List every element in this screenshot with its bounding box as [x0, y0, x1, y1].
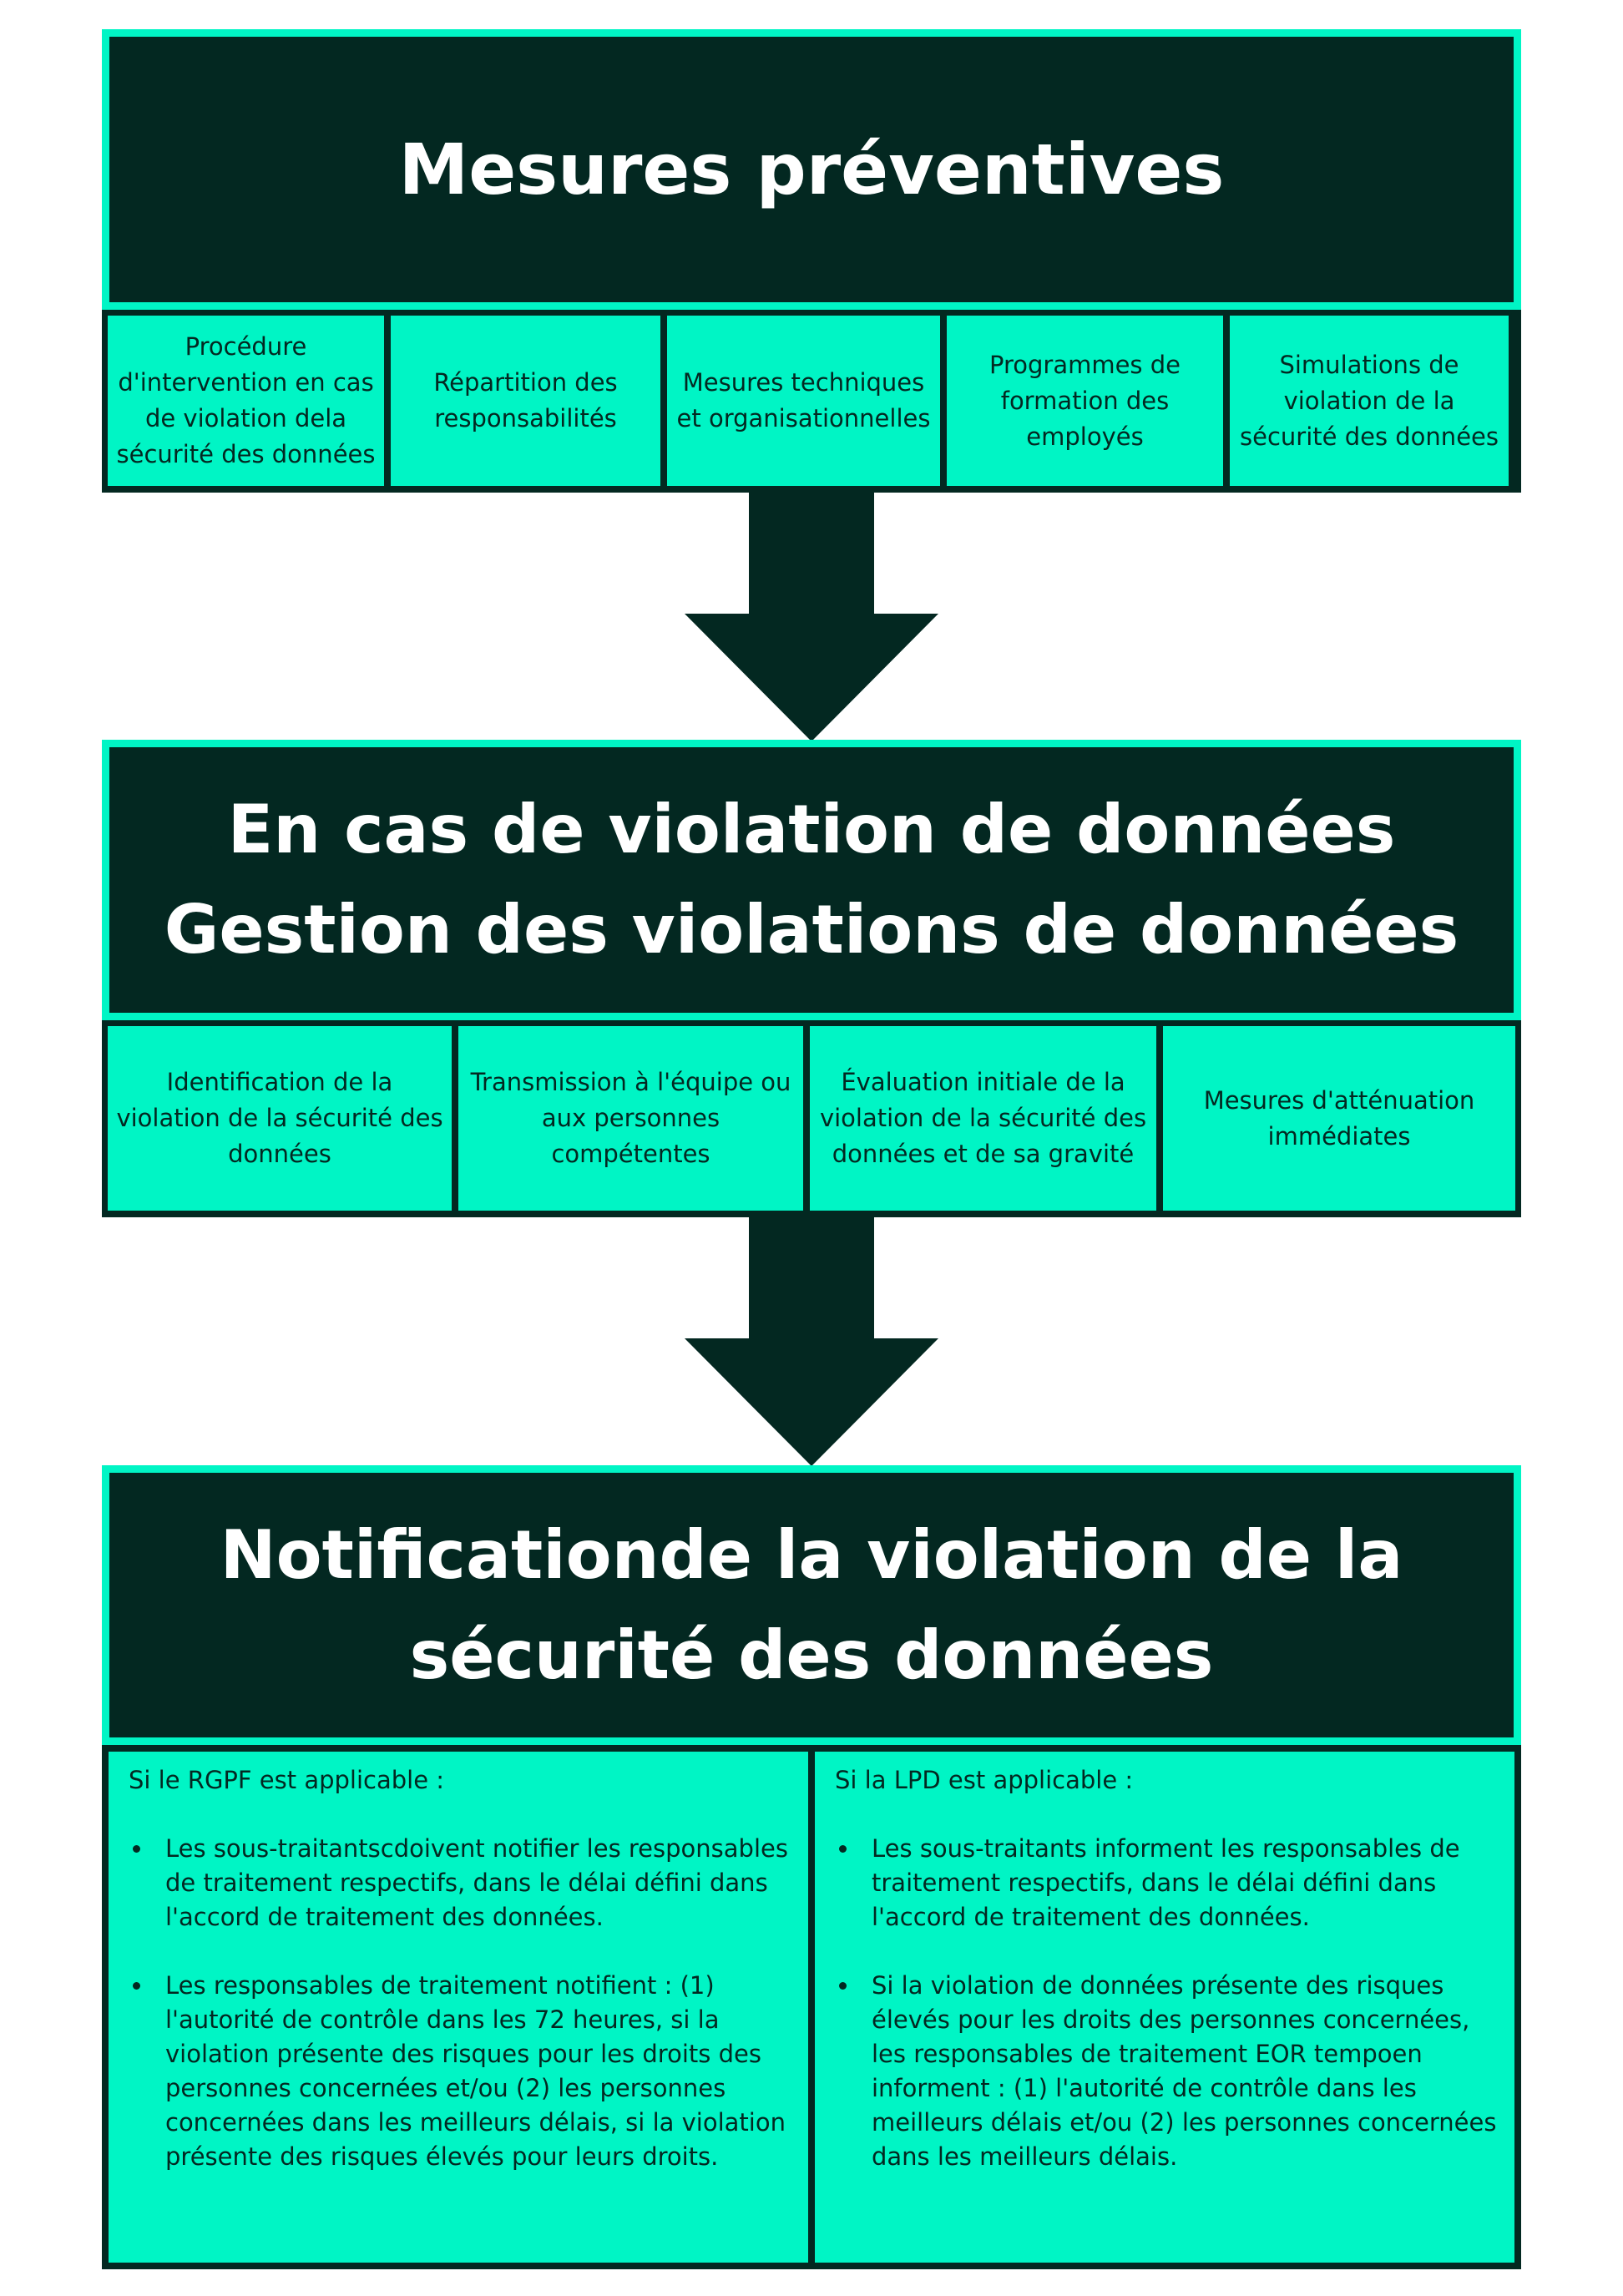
preventive-measures-row: [102, 310, 1521, 493]
list-item: • Les sous-traitants informent les responsables de traitement respectifs, dans le délai défini dans l'accord de traitement des données.: [860, 1832, 1503, 1934]
notification-title-line1: Notificationde la violation de la: [220, 1515, 1403, 1594]
breach-step: Évaluation initiale de la violation de la sécurité des données et de sa gravité: [810, 1026, 1156, 1211]
list-item: • Si la violation de données présente des risques élevés pour les droits des personnes concernées, les responsables de traitement EOR tempoen informent : (1) l'autorité de contrôle dans les meilleurs délais et/ou (2) les personnes concernées dans les meilleurs délais.: [860, 1969, 1503, 2174]
preventive-item: Programmes de formation des employés: [947, 316, 1223, 486]
breach-management-row: [102, 1020, 1521, 1217]
lpd-column: [815, 1752, 1514, 2263]
breach-management-title-line2: Gestion des violations de données: [164, 891, 1459, 968]
down-arrow-icon: [685, 1217, 938, 1466]
list-item: • Les sous-traitantscdoivent notifier les responsables de traitement respectifs, dans le délai défini dans l'accord de traitement des données.: [154, 1832, 796, 1934]
down-arrow-icon: [685, 493, 938, 741]
gdpr-intro: Si le RGPF est applicable :: [129, 1766, 445, 1794]
gdpr-column: [109, 1752, 808, 2263]
breach-management-title-line1: En cas de violation de données: [227, 791, 1396, 868]
breach-step: Mesures d'atténuation immédiates: [1163, 1026, 1515, 1211]
lpd-intro: Si la LPD est applicable :: [835, 1766, 1134, 1794]
preventive-item: Simulations de violation de la sécurité des données: [1230, 316, 1509, 486]
breach-management-header: [102, 740, 1521, 1020]
gdpr-bullets: [129, 1832, 796, 2174]
notification-title-line2: sécurité des données: [409, 1616, 1214, 1694]
breach-step: Identification de la violation de la sécurité des données: [108, 1026, 452, 1211]
preventive-item: Répartition des responsabilités: [391, 316, 660, 486]
breach-step: Transmission à l'équipe ou aux personnes compétentes: [458, 1026, 803, 1211]
preventive-measures-title: Mesures préventives: [398, 129, 1225, 210]
preventive-item: Mesures techniques et organisationnelles: [667, 316, 940, 486]
lpd-bullets: [835, 1832, 1503, 2174]
notification-header: [102, 1465, 1521, 1745]
preventive-measures-header: [102, 29, 1521, 310]
notification-details: [102, 1745, 1521, 2269]
list-item: • Les responsables de traitement notifient : (1) l'autorité de contrôle dans les 72 heures, si la violation présente des risques pour les droits des personnes concernées et/ou (2) les personnes concernées dans les meilleurs délais, si la violation présente des risques élevés pour leurs droits.: [154, 1969, 796, 2174]
preventive-item: Procédure d'intervention en cas de violation dela sécurité des données: [108, 316, 384, 486]
